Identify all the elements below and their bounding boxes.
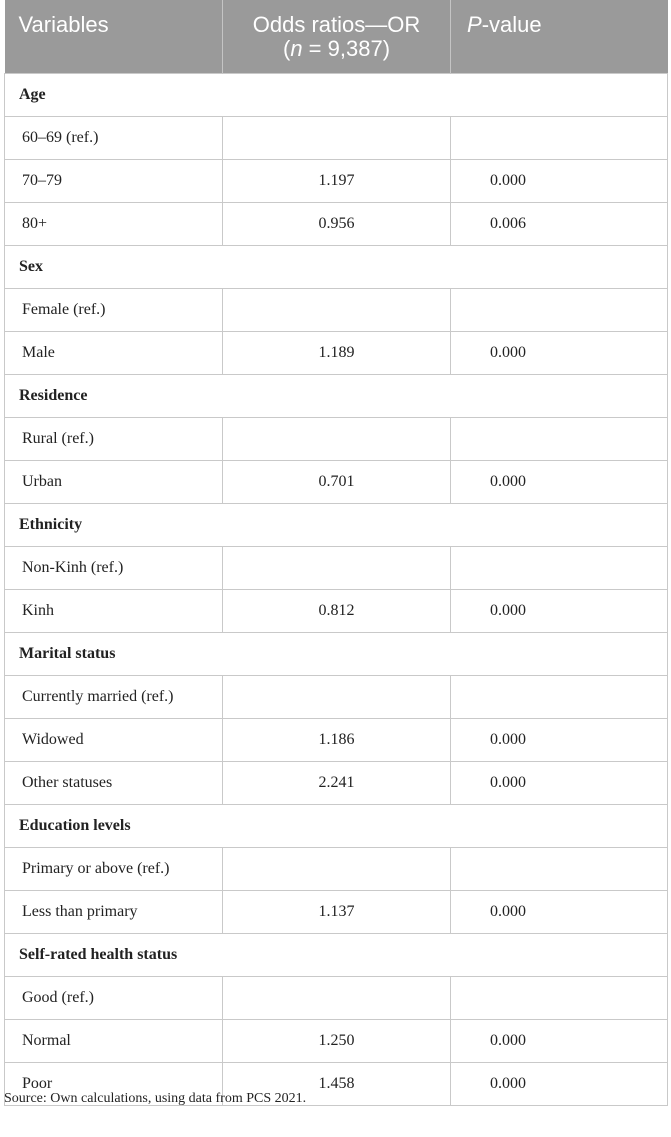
row-label: Currently married (ref.)	[5, 676, 223, 719]
odds-ratio-value	[223, 418, 451, 461]
odds-ratio-value: 1.137	[223, 891, 451, 934]
p-value: 0.006	[451, 203, 668, 246]
odds-ratio-value	[223, 676, 451, 719]
header-odds-ratios-open-paren: (	[282, 36, 291, 61]
table-row	[5, 848, 668, 891]
row-label: Non-Kinh (ref.)	[5, 547, 223, 590]
p-value: 0.000	[451, 719, 668, 762]
odds-ratio-value	[223, 117, 451, 160]
table-row	[5, 977, 668, 1020]
odds-ratio-value: 2.241	[223, 762, 451, 805]
p-value: 0.000	[451, 332, 668, 375]
odds-ratio-value: 1.197	[223, 160, 451, 203]
category-label: Residence	[5, 375, 668, 418]
category-row	[5, 934, 668, 977]
category-label: Self-rated health status	[5, 934, 668, 977]
odds-ratio-value	[223, 289, 451, 332]
p-value	[451, 117, 668, 160]
p-value: 0.000	[451, 762, 668, 805]
category-label: Sex	[5, 246, 668, 289]
p-value	[451, 977, 668, 1020]
odds-ratio-value	[223, 977, 451, 1020]
p-value	[451, 418, 668, 461]
p-value	[451, 547, 668, 590]
odds-ratio-table-container	[4, 0, 667, 1106]
table-row	[5, 203, 668, 246]
table-row	[5, 160, 668, 203]
category-row	[5, 246, 668, 289]
odds-ratio-value: 1.250	[223, 1020, 451, 1063]
table-row	[5, 762, 668, 805]
category-label: Marital status	[5, 633, 668, 676]
p-value: 0.000	[451, 160, 668, 203]
category-label: Ethnicity	[5, 504, 668, 547]
category-label: Education levels	[5, 805, 668, 848]
odds-ratio-value: 0.701	[223, 461, 451, 504]
p-value	[451, 848, 668, 891]
table-row	[5, 547, 668, 590]
header-variables: Variables	[5, 0, 223, 74]
table-row	[5, 1020, 668, 1063]
row-label: 70–79	[5, 160, 223, 203]
table-row	[5, 289, 668, 332]
odds-ratio-value: 1.186	[223, 719, 451, 762]
row-label: Normal	[5, 1020, 223, 1063]
table-row	[5, 117, 668, 160]
odds-ratio-value: 0.812	[223, 590, 451, 633]
row-label: Less than primary	[5, 891, 223, 934]
category-row	[5, 805, 668, 848]
row-label: Poor	[5, 1063, 223, 1106]
p-value	[451, 676, 668, 719]
row-label: Kinh	[5, 590, 223, 633]
p-value: 0.000	[451, 590, 668, 633]
table-row	[5, 418, 668, 461]
row-label: Good (ref.)	[5, 977, 223, 1020]
odds-ratio-table	[4, 0, 668, 1106]
p-value: 0.000	[451, 1020, 668, 1063]
odds-ratio-value: 1.189	[223, 332, 451, 375]
table-header-row	[5, 0, 668, 74]
row-label: Widowed	[5, 719, 223, 762]
table-body	[5, 74, 668, 1106]
category-row	[5, 375, 668, 418]
odds-ratio-value	[223, 848, 451, 891]
table-row	[5, 590, 668, 633]
row-label: 60–69 (ref.)	[5, 117, 223, 160]
header-sample-size: = 9,387)	[302, 36, 391, 61]
row-label: Urban	[5, 461, 223, 504]
header-n-symbol: n	[290, 36, 303, 61]
source-note: Source: Own calculations, using data from PCS 2021.	[4, 1091, 307, 1106]
odds-ratio-value: 1.458	[223, 1063, 451, 1106]
table-row	[5, 719, 668, 762]
row-label: Other statuses	[5, 762, 223, 805]
header-odds-ratios	[223, 0, 451, 74]
header-p-value-suffix: -value	[481, 12, 542, 37]
table-row	[5, 676, 668, 719]
category-row	[5, 74, 668, 117]
category-row	[5, 633, 668, 676]
table-row	[5, 891, 668, 934]
header-odds-ratios-line1: Odds ratios—OR	[252, 12, 421, 37]
row-label: Primary or above (ref.)	[5, 848, 223, 891]
p-value: 0.000	[451, 461, 668, 504]
header-p-value	[451, 0, 668, 74]
table-row	[5, 461, 668, 504]
category-label: Age	[5, 74, 668, 117]
row-label: 80+	[5, 203, 223, 246]
category-row	[5, 504, 668, 547]
row-label: Female (ref.)	[5, 289, 223, 332]
p-value: 0.000	[451, 891, 668, 934]
p-value	[451, 289, 668, 332]
p-value: 0.000	[451, 1063, 668, 1106]
header-p-symbol: P	[467, 12, 482, 37]
odds-ratio-value: 0.956	[223, 203, 451, 246]
row-label: Rural (ref.)	[5, 418, 223, 461]
odds-ratio-value	[223, 547, 451, 590]
table-row	[5, 332, 668, 375]
row-label: Male	[5, 332, 223, 375]
